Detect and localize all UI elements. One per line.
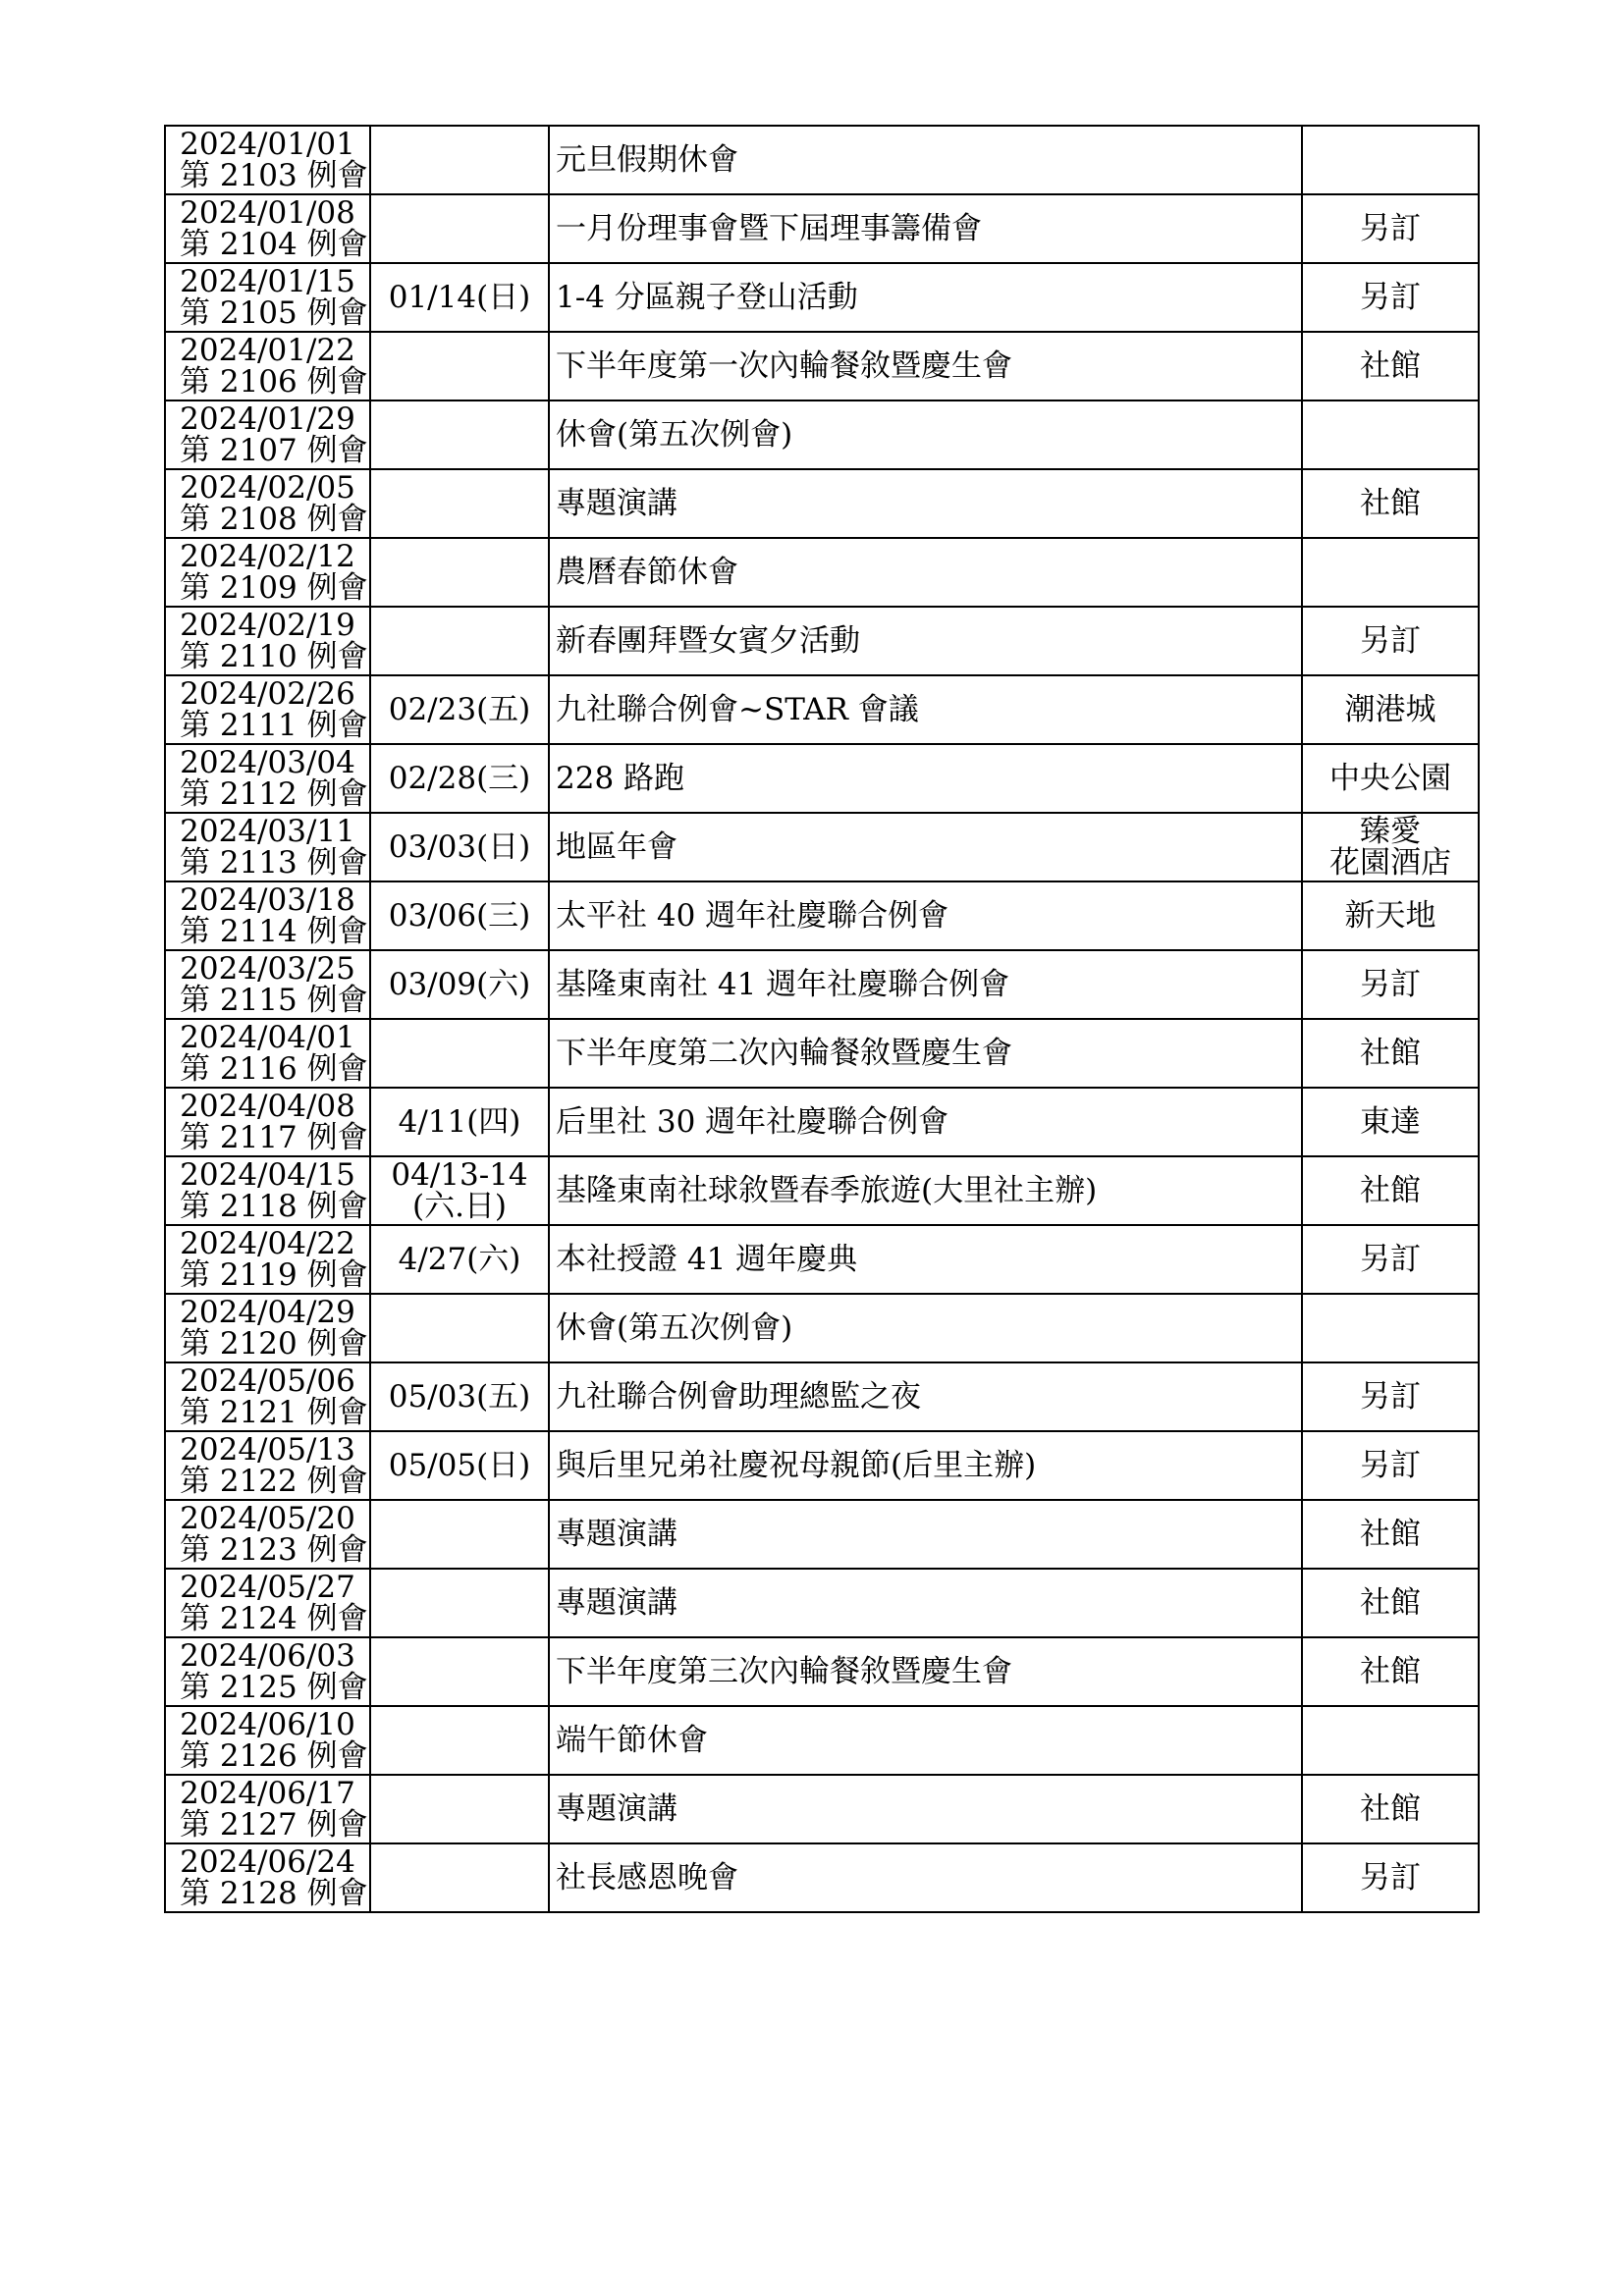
table-row [165,1225,1479,1294]
meeting-number: 第 2128 例會 [180,1876,368,1911]
event-cell: 基隆東南社球敘暨春季旅遊(大里社主辦) [549,1156,1302,1225]
meeting-date: 2024/01/08 [180,195,355,231]
activity-date-cell: 01/14(日) [370,263,549,332]
table-row [165,1156,1479,1225]
location-cell: 社館 [1302,1775,1479,1843]
meeting-number: 第 2103 例會 [180,158,368,193]
location-cell: 另訂 [1302,263,1479,332]
meeting-number: 第 2120 例會 [180,1326,368,1362]
meeting-date: 2024/04/01 [180,1020,355,1055]
event-cell: 與后里兄弟社慶祝母親節(后里主辦) [549,1431,1302,1500]
activity-date-cell [370,607,549,675]
table-row [165,744,1479,813]
activity-date-cell [370,332,549,400]
meeting-date-cell [165,194,370,263]
meeting-date-cell [165,950,370,1019]
meeting-date: 2024/02/26 [180,676,355,712]
meeting-number: 第 2106 例會 [180,364,368,400]
activity-date-cell [370,538,549,607]
location-cell: 另訂 [1302,1225,1479,1294]
activity-date-cell [370,1500,549,1569]
event-cell: 太平社 40 週年社慶聯合例會 [549,881,1302,950]
activity-date-cell [370,1637,549,1706]
table-row [165,950,1479,1019]
meeting-number: 第 2127 例會 [180,1807,368,1842]
activity-date-cell: 03/03(日) [370,813,549,881]
schedule-body [165,126,1479,1912]
location-cell: 另訂 [1302,1362,1479,1431]
table-row [165,1500,1479,1569]
meeting-number: 第 2113 例會 [180,845,368,881]
event-cell: 農曆春節休會 [549,538,1302,607]
location-cell: 另訂 [1302,1431,1479,1500]
meeting-date: 2024/05/27 [180,1570,355,1605]
meeting-date-cell [165,607,370,675]
meeting-number: 第 2109 例會 [180,570,368,606]
meeting-number: 第 2108 例會 [180,502,368,537]
location-cell: 另訂 [1302,1843,1479,1912]
table-row [165,263,1479,332]
location-cell: 另訂 [1302,950,1479,1019]
table-row [165,1637,1479,1706]
table-row [165,400,1479,469]
activity-date-cell [370,469,549,538]
event-cell: 九社聯合例會助理總監之夜 [549,1362,1302,1431]
meeting-number: 第 2119 例會 [180,1257,368,1293]
table-row [165,332,1479,400]
location-cell: 臻愛 花園酒店 [1302,813,1479,881]
meeting-number: 第 2118 例會 [180,1189,368,1224]
activity-date-cell: 03/06(三) [370,881,549,950]
activity-date-cell: 02/28(三) [370,744,549,813]
meeting-date-cell [165,1500,370,1569]
event-cell: 專題演講 [549,469,1302,538]
meeting-number: 第 2110 例會 [180,639,368,674]
activity-date-cell: 4/27(六) [370,1225,549,1294]
event-cell: 后里社 30 週年社慶聯合例會 [549,1088,1302,1156]
table-row [165,1019,1479,1088]
event-cell: 新春團拜暨女賓夕活動 [549,607,1302,675]
activity-date-cell [370,1569,549,1637]
meeting-date-cell [165,1019,370,1088]
location-cell: 社館 [1302,1569,1479,1637]
meeting-number: 第 2117 例會 [180,1120,368,1155]
meeting-number: 第 2111 例會 [180,708,368,743]
meeting-date: 2024/03/11 [180,814,355,849]
meeting-date: 2024/03/18 [180,882,355,918]
meeting-date-cell [165,469,370,538]
table-row [165,1775,1479,1843]
activity-date-cell [370,1294,549,1362]
meeting-date-cell [165,1294,370,1362]
activity-date-cell [370,1706,549,1775]
meeting-date: 2024/06/03 [180,1638,355,1674]
location-cell [1302,1294,1479,1362]
location-cell: 社館 [1302,1500,1479,1569]
table-row [165,881,1479,950]
meeting-number: 第 2104 例會 [180,227,368,262]
meeting-date-cell [165,1775,370,1843]
location-cell: 社館 [1302,332,1479,400]
event-cell: 下半年度第二次內輪餐敘暨慶生會 [549,1019,1302,1088]
meeting-date-cell [165,126,370,194]
activity-date-cell: 4/11(四) [370,1088,549,1156]
meeting-date-cell [165,1843,370,1912]
meeting-date: 2024/02/05 [180,470,355,506]
event-cell: 九社聯合例會~STAR 會議 [549,675,1302,744]
location-cell [1302,400,1479,469]
meeting-date-cell [165,881,370,950]
meeting-date: 2024/06/24 [180,1844,355,1880]
location-cell: 東達 [1302,1088,1479,1156]
event-cell: 地區年會 [549,813,1302,881]
activity-date-cell [370,400,549,469]
meeting-schedule-table [164,125,1480,1913]
meeting-number: 第 2124 例會 [180,1601,368,1636]
meeting-number: 第 2107 例會 [180,433,368,468]
location-cell: 新天地 [1302,881,1479,950]
table-row [165,813,1479,881]
meeting-date-cell [165,1225,370,1294]
activity-date-cell [370,1843,549,1912]
meeting-number: 第 2121 例會 [180,1395,368,1430]
meeting-date: 2024/04/15 [180,1157,355,1193]
event-cell: 基隆東南社 41 週年社慶聯合例會 [549,950,1302,1019]
table-row [165,675,1479,744]
activity-date-cell: 02/23(五) [370,675,549,744]
meeting-date: 2024/04/29 [180,1295,355,1330]
meeting-date: 2024/03/04 [180,745,355,780]
activity-date-cell: 04/13-14 (六.日) [370,1156,549,1225]
event-cell: 元旦假期休會 [549,126,1302,194]
meeting-date: 2024/02/12 [180,539,355,574]
table-row [165,1294,1479,1362]
meeting-date-cell [165,1362,370,1431]
table-row [165,126,1479,194]
event-cell: 專題演講 [549,1500,1302,1569]
meeting-date-cell [165,675,370,744]
meeting-date-cell [165,1637,370,1706]
location-cell: 社館 [1302,1637,1479,1706]
meeting-date: 2024/02/19 [180,608,355,643]
table-row [165,194,1479,263]
location-cell: 另訂 [1302,194,1479,263]
event-cell: 專題演講 [549,1569,1302,1637]
meeting-date-cell [165,538,370,607]
location-cell: 社館 [1302,469,1479,538]
table-row [165,1362,1479,1431]
activity-date-cell: 05/05(日) [370,1431,549,1500]
activity-date-cell [370,1019,549,1088]
meeting-date-cell [165,813,370,881]
event-cell: 社長感恩晚會 [549,1843,1302,1912]
location-cell [1302,1706,1479,1775]
meeting-date: 2024/04/08 [180,1089,355,1124]
meeting-date: 2024/05/13 [180,1432,355,1468]
event-cell: 下半年度第一次內輪餐敘暨慶生會 [549,332,1302,400]
meeting-date: 2024/04/22 [180,1226,355,1261]
meeting-number: 第 2126 例會 [180,1738,368,1774]
meeting-date-cell [165,744,370,813]
meeting-number: 第 2125 例會 [180,1670,368,1705]
table-row [165,538,1479,607]
meeting-date-cell [165,1706,370,1775]
meeting-number: 第 2115 例會 [180,983,368,1018]
meeting-date: 2024/01/29 [180,401,355,437]
meeting-date-cell [165,1156,370,1225]
event-cell: 228 路跑 [549,744,1302,813]
meeting-date-cell [165,1088,370,1156]
meeting-date: 2024/05/20 [180,1501,355,1536]
activity-date-cell: 05/03(五) [370,1362,549,1431]
table-row [165,1431,1479,1500]
event-cell: 一月份理事會暨下屆理事籌備會 [549,194,1302,263]
meeting-number: 第 2116 例會 [180,1051,368,1087]
location-cell [1302,126,1479,194]
meeting-date-cell [165,1569,370,1637]
event-cell: 休會(第五次例會) [549,1294,1302,1362]
meeting-date-cell [165,400,370,469]
table-row [165,469,1479,538]
meeting-date-cell [165,332,370,400]
table-row [165,1569,1479,1637]
meeting-date: 2024/01/22 [180,333,355,368]
meeting-date-cell [165,1431,370,1500]
location-cell: 潮港城 [1302,675,1479,744]
meeting-number: 第 2114 例會 [180,914,368,949]
event-cell: 端午節休會 [549,1706,1302,1775]
meeting-date: 2024/01/01 [180,127,355,162]
event-cell: 本社授證 41 週年慶典 [549,1225,1302,1294]
meeting-number: 第 2112 例會 [180,776,368,812]
location-cell: 中央公園 [1302,744,1479,813]
event-cell: 休會(第五次例會) [549,400,1302,469]
meeting-date: 2024/06/17 [180,1776,355,1811]
meeting-date: 2024/06/10 [180,1707,355,1742]
meeting-number: 第 2105 例會 [180,295,368,331]
activity-date-cell [370,126,549,194]
meeting-number: 第 2123 例會 [180,1532,368,1568]
meeting-date: 2024/03/25 [180,951,355,987]
location-cell: 社館 [1302,1019,1479,1088]
event-cell: 下半年度第三次內輪餐敘暨慶生會 [549,1637,1302,1706]
table-row [165,607,1479,675]
event-cell: 專題演講 [549,1775,1302,1843]
activity-date-cell: 03/09(六) [370,950,549,1019]
table-row [165,1706,1479,1775]
meeting-date: 2024/01/15 [180,264,355,299]
activity-date-cell [370,194,549,263]
table-row [165,1088,1479,1156]
location-cell: 社館 [1302,1156,1479,1225]
event-cell: 1-4 分區親子登山活動 [549,263,1302,332]
meeting-date: 2024/05/06 [180,1363,355,1399]
meeting-number: 第 2122 例會 [180,1464,368,1499]
table-row [165,1843,1479,1912]
location-cell [1302,538,1479,607]
location-cell: 另訂 [1302,607,1479,675]
activity-date-cell [370,1775,549,1843]
meeting-date-cell [165,263,370,332]
